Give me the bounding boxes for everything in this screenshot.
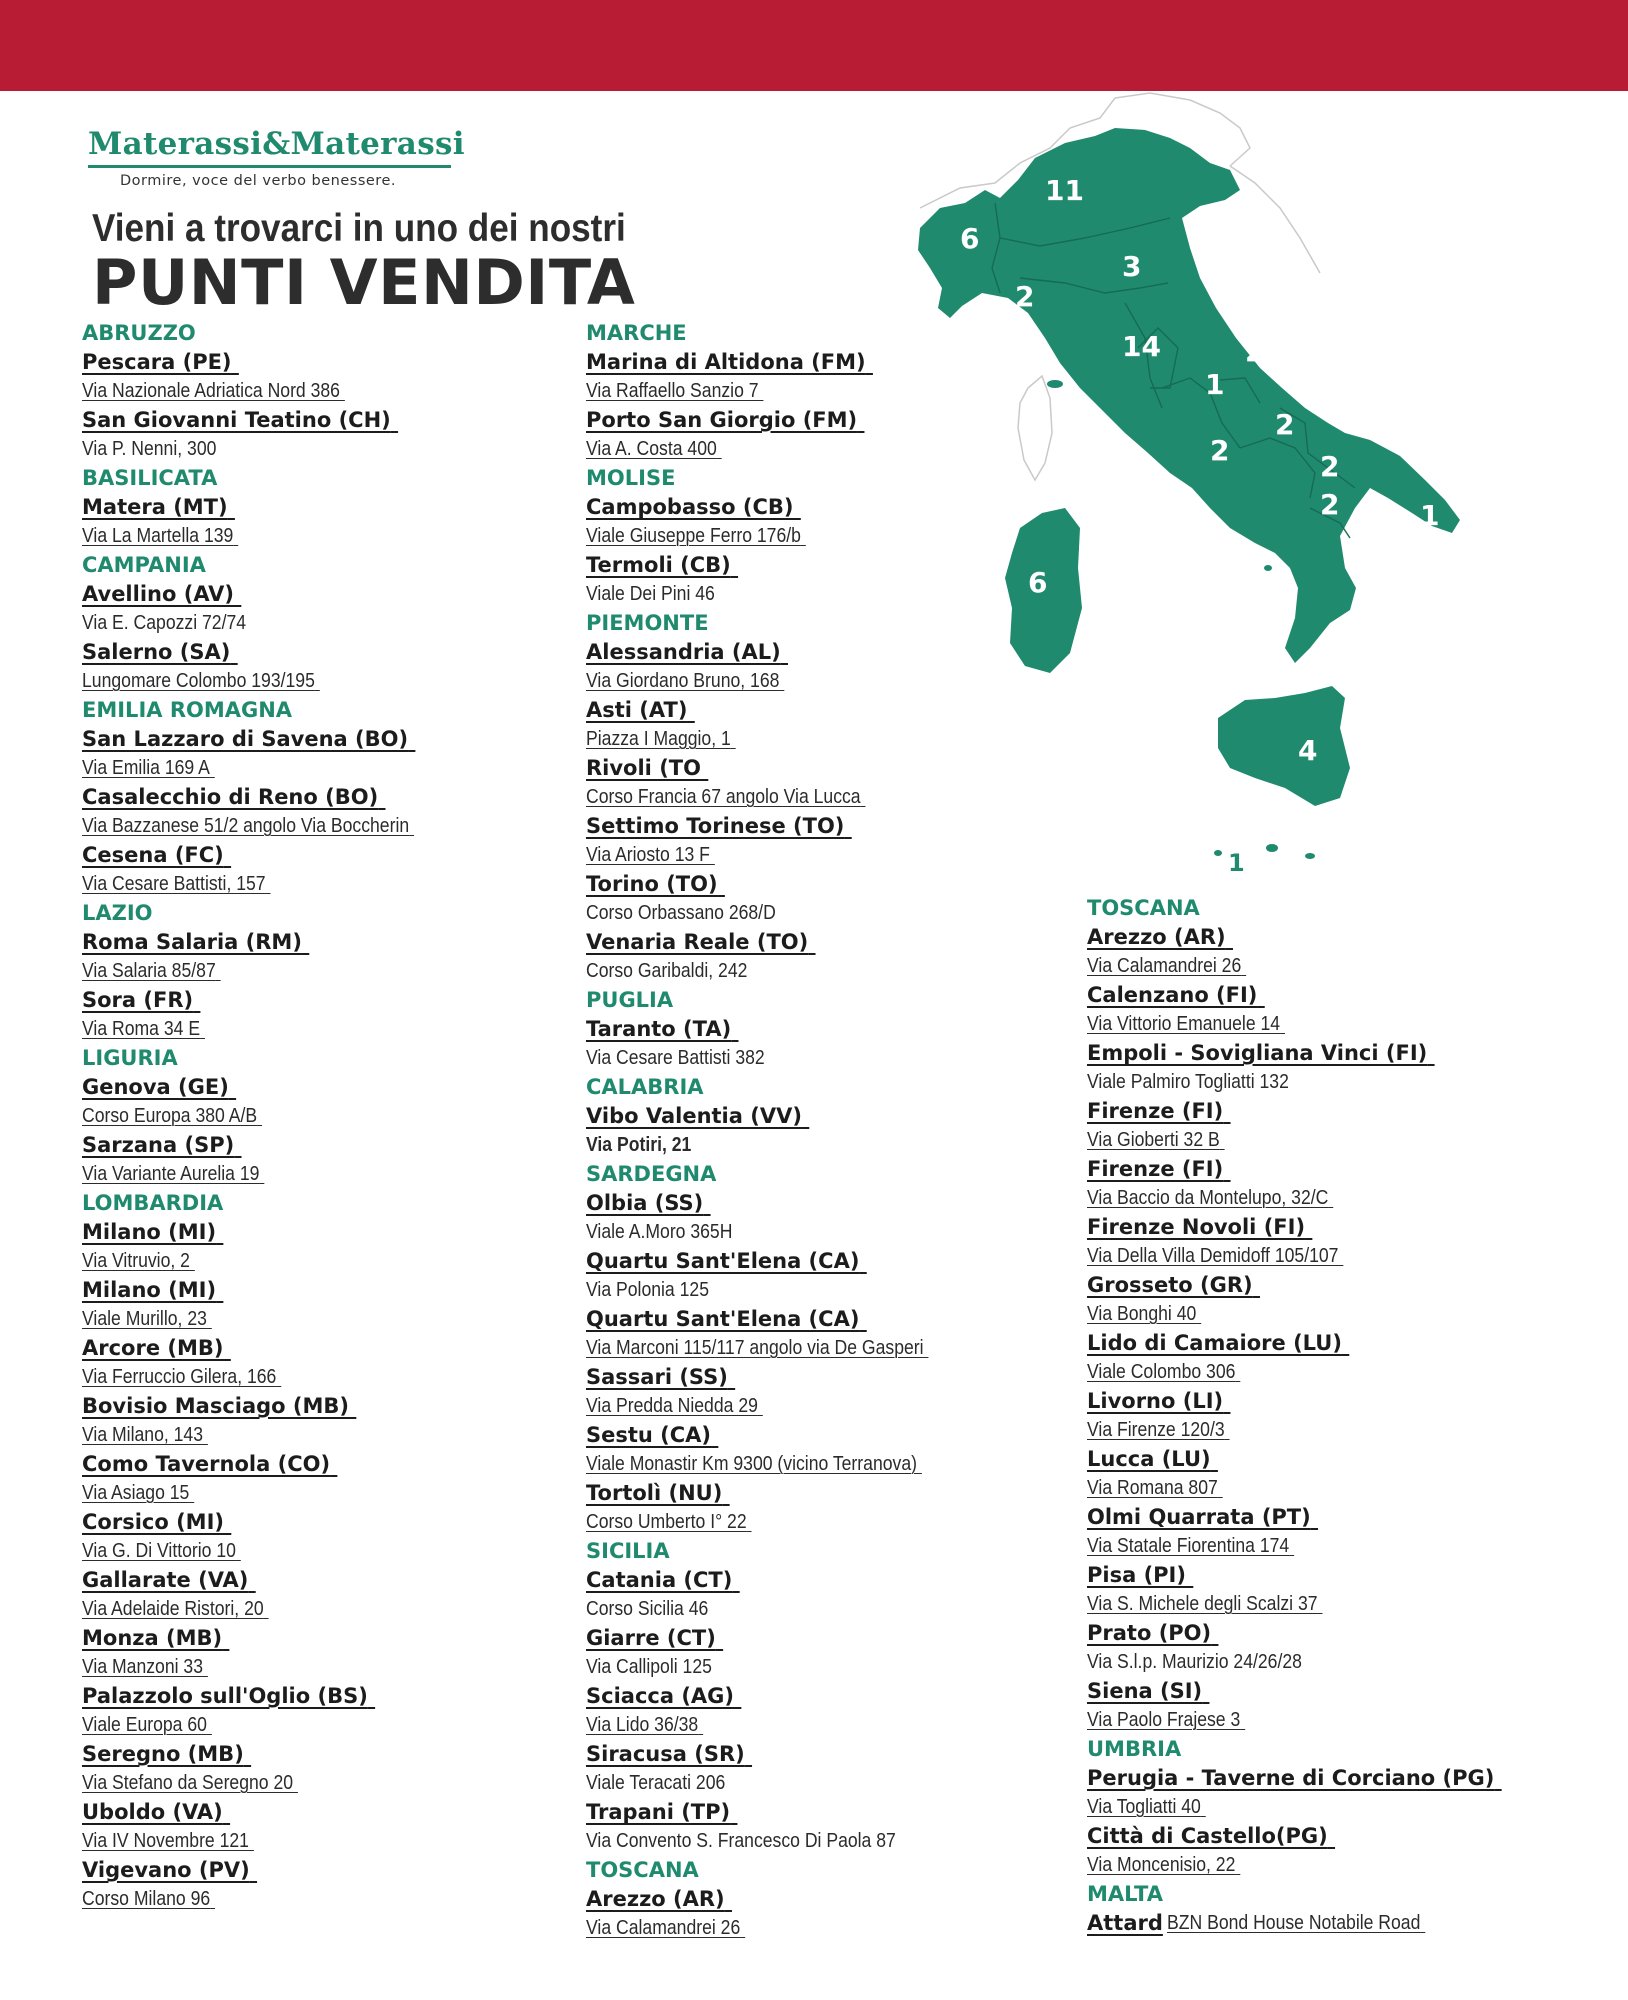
store-address[interactable]: Via Marconi 115/117 angolo via De Gasperi [586,1337,924,1359]
store-address[interactable]: Via Manzoni 33 [82,1656,203,1678]
store-city[interactable]: Settimo Torinese (TO) [586,814,845,838]
store-address[interactable]: Lungomare Colombo 193/195 [82,670,315,692]
store-address[interactable]: Corso Francia 67 angolo Via Lucca [586,786,861,808]
store-address: Corso Orbassano 268/D [586,902,776,924]
store-city[interactable]: Pisa (PI) [1087,1563,1186,1587]
store-city[interactable]: Sarzana (SP) [82,1133,235,1157]
store-city[interactable]: Arcore (MB) [82,1336,224,1360]
store-city[interactable]: San Giovanni Teatino (CH) [82,408,391,432]
store-address[interactable]: Via Milano, 143 [82,1424,203,1446]
store-city[interactable]: Prato (PO) [1087,1621,1212,1645]
store-city[interactable]: Vigevano (PV) [82,1858,250,1882]
store-city[interactable]: Marina di Altidona (FM) [586,350,866,374]
store-city[interactable]: Milano (MI) [82,1220,217,1244]
map-count-marche: 2 [1245,335,1265,368]
store-address[interactable]: Via Salaria 85/87 [82,960,216,982]
store-city[interactable]: Como Tavernola (CO) [82,1452,331,1476]
store-address[interactable]: Via Giordano Bruno, 168 [586,670,780,692]
store-city[interactable]: Arezzo (AR) [1087,925,1226,949]
sicily [1218,686,1350,806]
store-address: Viale Dei Pini 46 [586,583,715,605]
lampedusa-island [1214,850,1222,856]
store-address[interactable]: Via Raffaello Sanzio 7 [586,380,759,402]
store-city[interactable]: Grosseto (GR) [1087,1273,1253,1297]
store-city[interactable]: Quartu Sant'Elena (CA) [586,1307,860,1331]
region-heading: MARCHE [586,321,687,345]
map-count-molise: 2 [1320,450,1340,483]
brand-name: Materassi&Materassi [88,126,465,162]
store-city[interactable]: Sassari (SS) [586,1365,728,1389]
store-city[interactable]: Alessandria (AL) [586,640,781,664]
store-city[interactable]: Perugia - Taverne di Corciano (PG) [1087,1766,1495,1790]
store-city[interactable]: Giarre (CT) [586,1626,716,1650]
region-heading: TOSCANA [1087,896,1200,920]
map-count-puglia: 1 [1420,499,1440,532]
store-address[interactable]: Via Calamandrei 26 [586,1917,741,1939]
store-address[interactable]: Via Calamandrei 26 [1087,955,1242,977]
store-address[interactable]: Via Nazionale Adriatica Nord 386 [82,380,340,402]
region-heading: UMBRIA [1087,1737,1182,1761]
store-city[interactable]: Avellino (AV) [82,582,234,606]
logo-underline [88,165,451,168]
store-city[interactable]: Porto San Giorgio (FM) [586,408,858,432]
map-count-emilia: 3 [1122,250,1142,283]
region-heading: SARDEGNA [586,1162,717,1186]
store-entry [1087,1909,1527,1938]
region-heading: LOMBARDIA [82,1191,224,1215]
store-city[interactable]: Città di Castello(PG) [1087,1824,1328,1848]
map-count-liguria: 2 [1015,280,1035,313]
store-city[interactable]: Taranto (TA) [586,1017,732,1041]
store-city[interactable]: Seregno (MB) [82,1742,244,1766]
map-count-umbria: 1 [1205,368,1225,401]
store-address: Via Cesare Battisti 382 [586,1047,765,1069]
store-city[interactable]: Asti (AT) [586,698,688,722]
store-address: Viale Palmiro Togliatti 132 [1087,1071,1289,1093]
region-heading: CALABRIA [586,1075,704,1099]
headline: Vieni a trovarci in uno dei nostri [92,207,626,250]
store-city[interactable]: Calenzano (FI) [1087,983,1258,1007]
store-address[interactable]: Via Stefano da Seregno 20 [82,1772,294,1794]
store-city[interactable]: Monza (MB) [82,1626,223,1650]
map-count-toscana: 14 [1122,330,1161,363]
store-city[interactable]: Tortolì (NU) [586,1481,723,1505]
region-heading: SICILIA [586,1539,670,1563]
map-count-sicilia: 4 [1298,734,1318,767]
map-count-lazio: 2 [1210,434,1230,467]
page-title: PUNTI VENDITA [92,246,636,319]
store-address[interactable]: Via Firenze 120/3 [1087,1419,1225,1441]
store-address[interactable]: Via IV Novembre 121 [82,1830,249,1852]
store-address[interactable]: Via S. Michele degli Scalzi 37 [1087,1593,1318,1615]
region-heading: LAZIO [82,901,153,925]
store-city[interactable]: Salerno (SA) [82,640,231,664]
region-heading: MALTA [1087,1882,1164,1906]
store-address: Corso Sicilia 46 [586,1598,709,1620]
store-address[interactable]: Via Emilia 169 A [82,757,210,779]
region-heading: TOSCANA [586,1858,699,1882]
store-city[interactable]: Olmi Quarrata (PT) [1087,1505,1311,1529]
store-address[interactable]: Via Bazzanese 51/2 angolo Via Boccherin [82,815,410,837]
store-address[interactable]: Via Roma 34 E [82,1018,201,1040]
store-address[interactable]: Via Adelaide Ristori, 20 [82,1598,264,1620]
store-address[interactable]: Viale Europa 60 [82,1714,207,1736]
store-column-3 [1087,894,1527,1938]
store-address: Via E. Capozzi 72/74 [82,612,247,634]
store-address[interactable]: Corso Europa 380 A/B [82,1105,258,1127]
store-address[interactable]: Via Della Villa Demidoff 105/107 [1087,1245,1339,1267]
store-city[interactable]: Sciacca (AG) [586,1684,735,1708]
border-slovenia [1230,166,1320,273]
store-city[interactable]: Empoli - Sovigliana Vinci (FI) [1087,1041,1428,1065]
store-address[interactable]: Via Baccio da Montelupo, 32/C [1087,1187,1329,1209]
store-city[interactable]: Catania (CT) [586,1568,733,1592]
region-heading: PUGLIA [586,988,674,1012]
region-heading: ABRUZZO [82,321,196,345]
store-city[interactable]: Matera (MT) [82,495,228,519]
store-address: Viale Teracati 206 [586,1772,726,1794]
island-capri [1264,565,1272,571]
store-city[interactable]: Siracusa (SR) [586,1742,745,1766]
region-heading: BASILICATA [82,466,218,490]
brand-tagline: Dormire, voce del verbo benessere. [120,173,396,189]
store-address[interactable]: Via A. Costa 400 [586,438,717,460]
store-city[interactable]: Trapani (TP) [586,1800,731,1824]
store-address[interactable]: Via Bonghi 40 [1087,1303,1197,1325]
store-city[interactable]: Lido di Camaiore (LU) [1087,1331,1342,1355]
store-city[interactable]: Sora (FR) [82,988,194,1012]
store-address[interactable]: Corso Umberto I° 22 [586,1511,747,1533]
store-city[interactable]: Pescara (PE) [82,350,232,374]
store-city[interactable]: Sestu (CA) [586,1423,712,1447]
store-city[interactable]: Olbia (SS) [586,1191,704,1215]
store-address[interactable]: Via Ariosto 13 F [586,844,710,866]
store-address[interactable]: Piazza I Maggio, 1 [586,728,731,750]
gozo-island [1305,853,1315,859]
store-address[interactable]: Via Lido 36/38 [586,1714,699,1736]
top-banner [0,0,1628,91]
store-city[interactable]: Attard [1087,1911,1163,1935]
store-city[interactable]: Firenze (FI) [1087,1099,1224,1123]
store-address[interactable]: Via Asiago 15 [82,1482,190,1504]
malta-island [1266,844,1278,852]
store-city[interactable]: Livorno (LI) [1087,1389,1224,1413]
store-address[interactable]: Corso Milano 96 [82,1888,211,1910]
map-count-campania: 2 [1320,488,1340,521]
store-address: Via S.l.p. Maurizio 24/26/28 [1087,1651,1302,1673]
store-address: Via Potiri, 21 [586,1134,692,1156]
store-address[interactable]: Via Gioberti 32 B [1087,1129,1220,1151]
store-city[interactable]: Arezzo (AR) [586,1887,725,1911]
store-city[interactable]: Genova (GE) [82,1075,229,1099]
map-count-lombardia: 11 [1045,174,1084,207]
store-address[interactable]: Via G. Di Vittorio 10 [82,1540,236,1562]
store-address: Via P. Nenni, 300 [82,438,217,460]
map-count-sardegna: 6 [1028,566,1048,599]
store-city[interactable]: Uboldo (VA) [82,1800,223,1824]
store-city[interactable]: Quartu Sant'Elena (CA) [586,1249,860,1273]
store-city[interactable]: Rivoli (TO [586,756,701,780]
store-address[interactable]: Via La Martella 139 [82,525,234,547]
store-column-2 [586,319,1026,1943]
store-address[interactable]: Viale Giuseppe Ferro 176/b [586,525,801,547]
store-address[interactable]: Via Statale Fiorentina 174 [1087,1535,1290,1557]
store-address: Via Callipoli 125 [586,1656,712,1678]
store-city[interactable]: Firenze (FI) [1087,1157,1224,1181]
store-city[interactable]: Palazzolo sull'Oglio (BS) [82,1684,368,1708]
store-address[interactable]: Viale Colombo 306 [1087,1361,1236,1383]
store-city[interactable]: Venaria Reale (TO) [586,930,809,954]
store-address[interactable]: Via Moncenisio, 22 [1087,1854,1236,1876]
store-city[interactable]: San Lazzaro di Savena (BO) [82,727,409,751]
store-address[interactable]: Via Romana 807 [1087,1477,1218,1499]
store-address[interactable]: Via Paolo Frajese 3 [1087,1709,1241,1731]
store-address[interactable]: Via Vittorio Emanuele 14 [1087,1013,1281,1035]
region-heading: EMILIA ROMAGNA [82,698,293,722]
store-city[interactable]: Casalecchio di Reno (BO) [82,785,379,809]
store-city[interactable]: Vibo Valentia (VV) [586,1104,802,1128]
store-address: Via Polonia 125 [586,1279,709,1301]
store-city[interactable]: Corsico (MI) [82,1510,224,1534]
store-city[interactable]: Roma Salaria (RM) [82,930,302,954]
store-city[interactable]: Torino (TO) [586,872,718,896]
store-city[interactable]: Campobasso (CB) [586,495,794,519]
store-address[interactable]: Viale Murillo, 23 [82,1308,207,1330]
store-city[interactable]: Termoli (CB) [586,553,731,577]
region-heading: MOLISE [586,466,676,490]
map-count-piemonte: 6 [960,222,980,255]
store-address[interactable]: Via Variante Aurelia 19 [82,1163,260,1185]
store-address: Corso Garibaldi, 242 [586,960,748,982]
store-address[interactable]: BZN Bond House Notabile Road [1166,1912,1421,1934]
store-address[interactable]: Via Predda Niedda 29 [586,1395,758,1417]
map-count-abruzzo: 2 [1275,408,1295,441]
store-city[interactable]: Firenze Novoli (FI) [1087,1215,1306,1239]
store-column-1 [82,319,522,1914]
store-address[interactable]: Via Cesare Battisti, 157 [82,873,266,895]
store-city[interactable]: Siena (SI) [1087,1679,1203,1703]
region-heading: LIGURIA [82,1046,178,1070]
store-city[interactable]: Cesena (FC) [82,843,224,867]
brand-logo [88,126,465,189]
store-address[interactable]: Via Vitruvio, 2 [82,1250,190,1272]
map-count-basilicata: 1 [1385,528,1405,561]
island-elba [1047,380,1063,388]
region-heading: CAMPANIA [82,553,206,577]
store-city[interactable]: Gallarate (VA) [82,1568,249,1592]
store-city[interactable]: Bovisio Masciago (MB) [82,1394,350,1418]
store-city[interactable]: Milano (MI) [82,1278,217,1302]
store-address: Viale A.Moro 365H [586,1221,733,1243]
store-address[interactable]: Via Ferruccio Gilera, 166 [82,1366,277,1388]
region-heading: PIEMONTE [586,611,709,635]
store-address[interactable]: Viale Monastir Km 9300 (vicino Terranova) [586,1453,917,1475]
store-address[interactable]: Via Togliatti 40 [1087,1796,1201,1818]
store-address: Via Convento S. Francesco Di Paola 87 [586,1830,896,1852]
map-count-malta: 1 [1228,849,1245,877]
store-city[interactable]: Lucca (LU) [1087,1447,1211,1471]
